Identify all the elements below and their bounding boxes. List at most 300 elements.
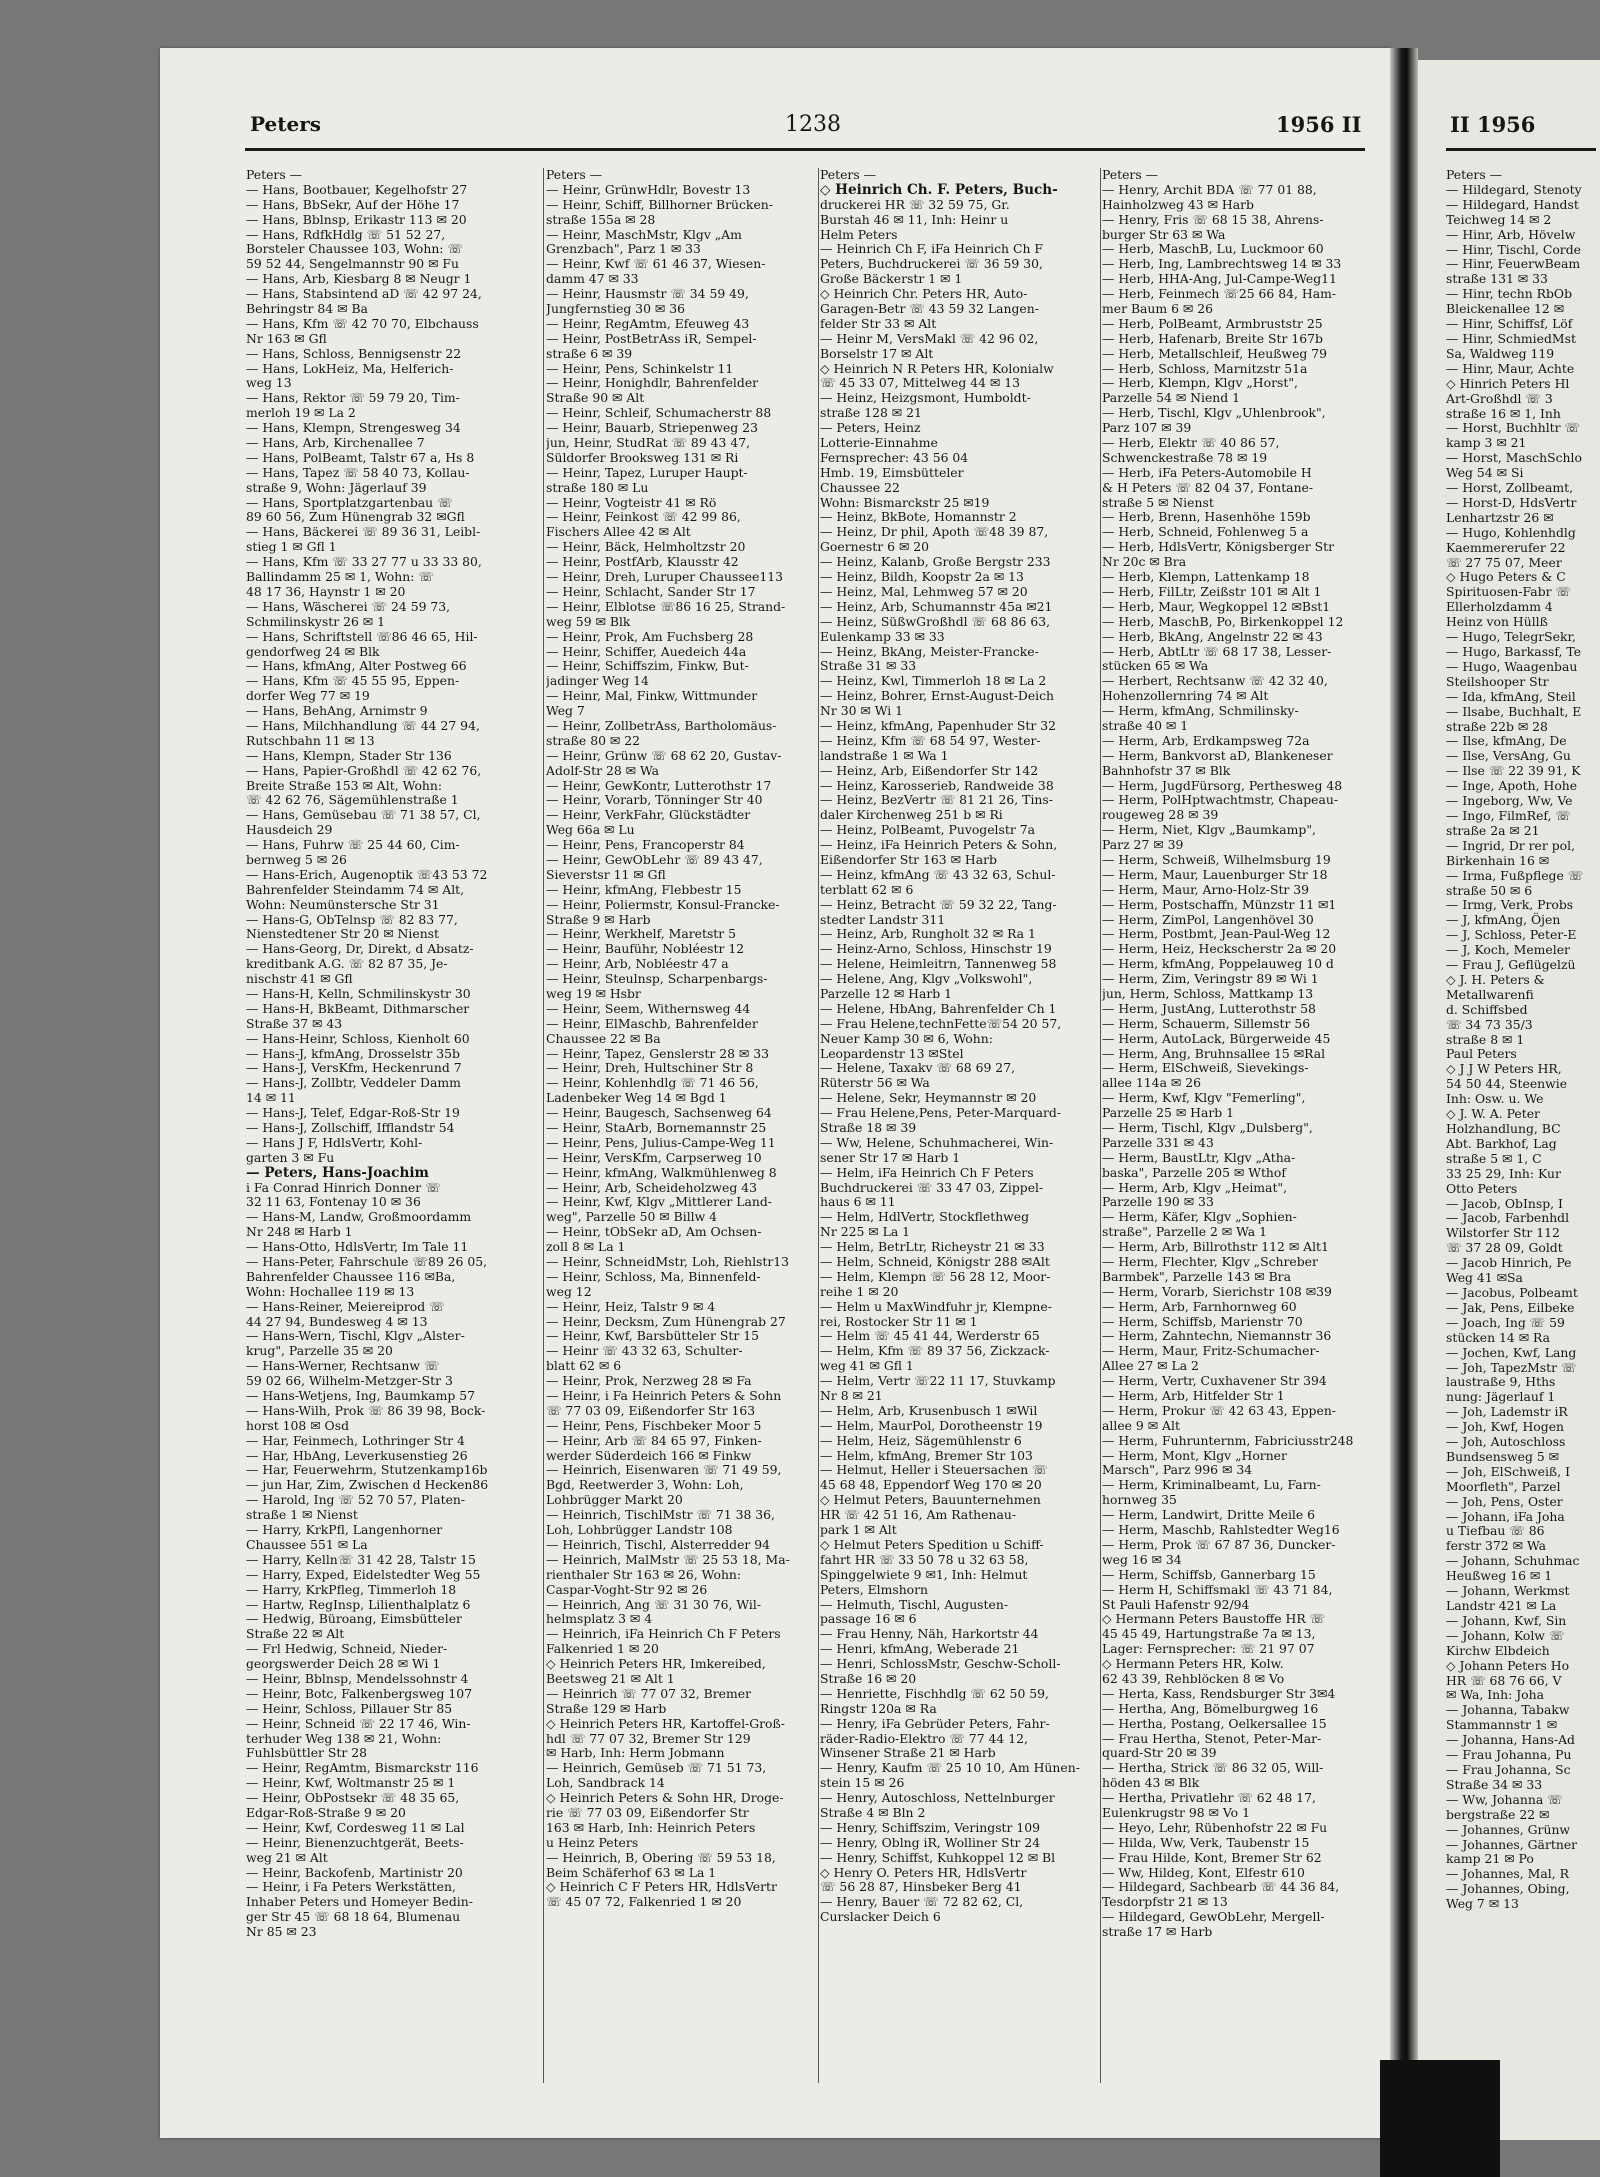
directory-entry-line: — Henri, SchlossMstr, Geschw-Scholl-	[820, 1656, 1061, 1672]
directory-entry-line: — Henry, Oblng iR, Wolliner Str 24	[820, 1834, 1041, 1850]
directory-entry-line: — Herm, Kwf, Klgv "Femerling",	[1102, 1090, 1306, 1106]
directory-entry-line: — Herm, JustAng, Lutterothstr 58	[1102, 1000, 1316, 1016]
directory-entry-line: — Henri, kfmAng, Weberade 21	[820, 1641, 1020, 1657]
directory-entry-line: — Heinr, Kwf, Klgv „Mittlerer Land-	[546, 1194, 772, 1210]
directory-entry-line: — Herm, AutoLack, Bürgerweide 45	[1102, 1030, 1331, 1046]
directory-entry-line: — Heinr, Vorarb, Tönninger Str 40	[546, 792, 763, 808]
directory-entry-line: Straße 31 ✉ 33	[820, 658, 917, 674]
directory-entry-line: — Herm, Maur, Lauenburger Str 18	[1102, 866, 1328, 882]
directory-entry-line: — Heinz, Karosserieb, Randweide 38	[820, 777, 1054, 793]
directory-entry-line: — Heinz, Bohrer, Ernst-August-Deich	[820, 688, 1055, 704]
directory-entry-line: — Herbert, Rechtsanw ☏ 42 32 40,	[1102, 673, 1328, 689]
directory-entry-line: — Heinr, Tapez, Luruper Haupt-	[546, 464, 748, 480]
directory-entry-line: — Herb, Metallschleif, Heußweg 79	[1102, 345, 1328, 361]
directory-entry-line: stieg 1 ✉ Gfl 1	[246, 539, 337, 555]
directory-entry-line: ☏ 42 62 76, Sägemühlenstraße 1	[246, 792, 459, 808]
directory-entry-line: zoll 8 ✉ La 1	[546, 1239, 626, 1255]
directory-entry-line: Wilstorfer Str 112	[1446, 1225, 1560, 1241]
directory-entry-line: — Herm, Arb, Billrothstr 112 ✉ Alt1	[1102, 1239, 1329, 1255]
directory-entry-line: — Herm, Postbmt, Jean-Paul-Weg 12	[1102, 926, 1331, 942]
directory-entry-line: ✉ Wa, Inh: Joha	[1446, 1687, 1545, 1703]
directory-entry-line: — Helmuth, Tischl, Augusten-	[820, 1596, 1009, 1612]
directory-entry-line: — Heinr, Grünw ☏ 68 62 20, Gustav-	[546, 747, 782, 763]
directory-entry-line: — Ingo, FilmRef, ☏	[1446, 807, 1571, 823]
directory-entry-line: Chaussee 551 ✉ La	[246, 1536, 368, 1552]
directory-entry-line: — Heinr, Pens, Francoperstr 84	[546, 837, 745, 853]
directory-entry-line: sener Str 17 ✉ Harb 1	[820, 1149, 961, 1165]
directory-entry-line: — Frau Helene,Pens, Peter-Marquard-	[820, 1105, 1062, 1121]
directory-entry-line: — Heinr, Schneid ☏ 22 17 46, Win-	[246, 1715, 471, 1731]
directory-entry-line: — Heinz, Kfm ☏ 68 54 97, Wester-	[820, 732, 1041, 748]
directory-entry-line: ◇ Hermann Peters Baustoffe HR ☏	[1102, 1611, 1326, 1627]
directory-entry-line: — Hinr, techn RbOb	[1446, 286, 1573, 302]
directory-entry-line: — Heinz, Arb, Schumannstr 45a ✉21	[820, 598, 1053, 614]
directory-entry-line: Chaussee 22 ✉ Ba	[546, 1030, 661, 1046]
directory-entry-line: — Heinr, PostfArb, Klausstr 42	[546, 554, 739, 570]
directory-entry-line: — Heinr, GewKontr, Lutterothstr 17	[546, 777, 772, 793]
directory-entry-line: — Henry, Fris ☏ 68 15 38, Ahrens-	[1102, 211, 1324, 227]
directory-entry-line: — Hans, Wäscherei ☏ 24 59 73,	[246, 598, 451, 614]
directory-entry-line: — Henry, iFa Gebrüder Peters, Fahr-	[820, 1715, 1050, 1731]
directory-entry-line: mer Baum 6 ✉ 26	[1102, 301, 1214, 317]
directory-entry-line: — Helm, Kfm ☏ 89 37 56, Zickzack-	[820, 1343, 1050, 1359]
directory-entry-line: ger Str 45 ☏ 68 18 64, Blumenau	[246, 1909, 461, 1925]
directory-entry-line: — Herm, Kriminalbeamt, Lu, Farn-	[1102, 1477, 1321, 1493]
directory-entry-line: Eulenkrugstr 98 ✉ Vo 1	[1102, 1804, 1250, 1820]
directory-entry-line: rougeweg 28 ✉ 39	[1102, 807, 1219, 823]
directory-entry-line: georgswerder Deich 28 ✉ Wi 1	[246, 1656, 441, 1672]
directory-entry-line: Steilshooper Str	[1446, 673, 1549, 689]
directory-entry-line: straße 17 ✉ Harb	[1102, 1924, 1213, 1940]
directory-entry-line: — Herm, Vorarb, Sierichstr 108 ✉39	[1102, 1283, 1332, 1299]
directory-entry-line: — Helm, kfmAng, Bremer Str 103	[820, 1447, 1033, 1463]
directory-entry-line: — Frau Hilde, Kont, Bremer Str 62	[1102, 1849, 1322, 1865]
directory-entry-line: — Hugo, TelegrSekr,	[1446, 629, 1576, 645]
directory-entry-line: u Heinz Peters	[546, 1834, 639, 1850]
directory-entry-line: — Herm, PolHptwachtmstr, Chapeau-	[1102, 792, 1339, 808]
directory-entry-line: Nr 248 ✉ Harb 1	[246, 1224, 353, 1240]
directory-entry-line: — Heinr, Elblotse ☏86 16 25, Strand-	[546, 598, 786, 614]
directory-entry-line: straße 50 ✉ 6	[1446, 882, 1533, 898]
directory-entry-line: Hmb. 19, Eimsbütteler	[820, 464, 964, 480]
directory-entry-line: — Heinr, Baugesch, Sachsenweg 64	[546, 1105, 772, 1121]
directory-entry-line: Parzelle 25 ✉ Harb 1	[1102, 1105, 1235, 1121]
directory-entry-line: — Heinr, Prok, Nerzweg 28 ✉ Fa	[546, 1373, 752, 1389]
directory-entry-line: — Henriette, Fischhdlg ☏ 62 50 59,	[820, 1685, 1049, 1701]
directory-entry-line: — Herb, MaschB, Lu, Luckmoor 60	[1102, 241, 1324, 257]
directory-entry-line: — Joh, Kwf, Hogen	[1446, 1419, 1565, 1435]
directory-entry-line: — Heinr, SchneidMstr, Loh, Riehlstr13	[546, 1254, 790, 1270]
directory-entry-line: allee 114a ✉ 26	[1102, 1075, 1201, 1091]
directory-entry-line: — Hans, BbSekr, Auf der Höhe 17	[246, 196, 460, 212]
directory-entry-line: — Horst-D, HdsVertr	[1446, 494, 1577, 510]
directory-entry-line: Straße 129 ✉ Harb	[546, 1700, 667, 1716]
directory-entry-line: — Heinz, SüßwGroßhdl ☏ 68 86 63,	[820, 613, 1051, 629]
directory-entry-line: straße 128 ✉ 21	[820, 405, 922, 421]
directory-entry-line: straße 5 ✉ Nienst	[1102, 494, 1214, 510]
directory-entry-line: — Joh, ElSchweiß, I	[1446, 1463, 1570, 1479]
directory-entry-line: landstraße 1 ✉ Wa 1	[820, 747, 949, 763]
directory-entry-line: damm 47 ✉ 33	[546, 271, 639, 287]
directory-entry-line: Abt. Barkhof, Lag	[1446, 1135, 1557, 1151]
directory-entry-line: — Hertha, Strick ☏ 86 32 05, Will-	[1102, 1760, 1324, 1776]
directory-entry-line: — Heinr M, VersMakl ☏ 42 96 02,	[820, 330, 1039, 346]
directory-entry-line: — Heinr, Tapez, Genslerstr 28 ✉ 33	[546, 1045, 769, 1061]
directory-entry-line: — Hans-J, kfmAng, Drosselstr 35b	[246, 1045, 460, 1061]
directory-entry-line: — Heinrich, TischlMstr ☏ 71 38 36,	[546, 1507, 775, 1523]
directory-entry-line: — Johanna, Hans-Ad	[1446, 1732, 1575, 1748]
directory-entry-line: HR ☏ 68 76 66, V	[1446, 1672, 1562, 1688]
directory-entry-line: — Horst, MaschSchlo	[1446, 450, 1582, 466]
directory-entry-line: — Hans, RdfkHdlg ☏ 51 52 27,	[246, 226, 446, 242]
directory-entry-line: — Heinr, Dreh, Hultschiner Str 8	[546, 1060, 754, 1076]
directory-entry-line: Eulenkamp 33 ✉ 33	[820, 628, 945, 644]
directory-entry-line: — Herm, Prokur ☏ 42 63 43, Eppen-	[1102, 1402, 1336, 1418]
directory-entry-line: straße 2a ✉ 21	[1446, 822, 1540, 838]
directory-entry-line: ◇ J J W Peters HR,	[1446, 1061, 1562, 1077]
directory-entry-line: — Har, HbAng, Leverkusenstieg 26	[246, 1447, 468, 1463]
directory-entry-line: — Helene, HbAng, Bahrenfelder Ch 1	[820, 1000, 1057, 1016]
directory-entry-line: — Hans-H, Kelln, Schmilinskystr 30	[246, 985, 471, 1001]
directory-entry-line: — Herb, Hafenarb, Breite Str 167b	[1102, 330, 1323, 346]
directory-entry-line: Nienstedtener Str 20 ✉ Nienst	[246, 926, 440, 942]
directory-entry-line: — Frau Hertha, Stenot, Peter-Mar-	[1102, 1730, 1322, 1746]
directory-entry-line: — Herm, Postschaffn, Münzstr 11 ✉1	[1102, 896, 1337, 912]
directory-entry-line: — Herm, kfmAng, Poppelauweg 10 d	[1102, 956, 1334, 972]
directory-entry-line: — Har, Feuerwehrm, Stutzenkamp16b	[246, 1462, 488, 1478]
directory-entry-line: — Herm, Heiz, Heckscherstr 2a ✉ 20	[1102, 941, 1337, 957]
directory-entry-line: Chaussee 22	[820, 479, 900, 495]
directory-entry-line: — Hans J F, HdlsVertr, Kohl-	[246, 1134, 423, 1150]
directory-entry-line: — Frau Helene,technFette☏54 20 57,	[820, 1015, 1062, 1031]
directory-entry-line: Winsener Straße 21 ✉ Harb	[820, 1745, 996, 1761]
directory-entry-line: ◇ Hinrich Peters Hl	[1446, 375, 1570, 391]
directory-entry-line: — Herb, Klempn, Klgv „Horst",	[1102, 375, 1298, 391]
directory-entry-line: — Hans, PolBeamt, Talstr 67 a, Hs 8	[246, 449, 475, 465]
directory-entry-line: & H Peters ☏ 82 04 37, Fontane-	[1102, 479, 1314, 495]
directory-entry-line: — Johann, iFa Joha	[1446, 1508, 1565, 1524]
directory-entry-line: — Herm, Mont, Klgv „Horner	[1102, 1447, 1287, 1463]
directory-entry-line: — Helene, Heimleitrn, Tannenweg 58	[820, 956, 1057, 972]
directory-entry-line: — Henry, Bauer ☏ 72 82 62, Cl,	[820, 1894, 1024, 1910]
directory-entry-line: — Irma, Fußpflege ☏	[1446, 867, 1584, 883]
directory-entry-line: — Helm, MaurPol, Dorotheenstr 19	[820, 1417, 1043, 1433]
directory-entry-line: — Hugo, Waagenbau	[1446, 658, 1578, 674]
directory-entry-line: 48 17 36, Haynstr 1 ✉ 20	[246, 583, 406, 599]
directory-entry-line: — Helm, Vertr ☏22 11 17, Stuvkamp	[820, 1373, 1056, 1389]
directory-entry-line: terblatt 62 ✉ 6	[820, 881, 914, 897]
directory-entry-line: — Heinr, Mal, Finkw, Wittmunder	[546, 688, 758, 704]
directory-entry-line: — Herm, Arb, Erdkampsweg 72a	[1102, 732, 1310, 748]
directory-entry-line: — Heinr, Bauarb, Striepenweg 23	[546, 420, 758, 436]
directory-entry-line: straße 40 ✉ 1	[1102, 717, 1189, 733]
directory-entry-line: — Hans, Stabsintend aD ☏ 42 97 24,	[246, 286, 482, 302]
directory-entry-line: Helm Peters	[820, 226, 898, 242]
directory-entry-line: — Johannes, Mal, R	[1446, 1866, 1569, 1882]
directory-entry-line: — Hertha, Postang, Oelkersallee 15	[1102, 1715, 1327, 1731]
directory-entry-line: — Joh, TapezMstr ☏	[1446, 1359, 1577, 1375]
directory-entry-line: 163 ✉ Harb, Inh: Heinrich Peters	[546, 1819, 756, 1835]
directory-entry-line: — Heinr, Heiz, Talstr 9 ✉ 4	[546, 1298, 716, 1314]
directory-entry-line: — Heinz, BezVertr ☏ 81 21 26, Tins-	[820, 792, 1053, 808]
directory-entry-line: — Herm, Schweiß, Wilhelmsburg 19	[1102, 851, 1331, 867]
directory-entry-line: stein 15 ✉ 26	[820, 1775, 905, 1791]
directory-column-3	[820, 168, 1112, 1925]
directory-entry-line: 54 50 44, Steenwie	[1446, 1076, 1568, 1092]
directory-entry-line: — Herm, Bankvorst aD, Blankeneser	[1102, 747, 1333, 763]
directory-entry-line: — Johann, Schuhmac	[1446, 1553, 1580, 1569]
directory-entry-line: — Hans-Reiner, Meiereiprod ☏	[246, 1298, 445, 1314]
directory-entry-line: — Frau Johanna, Pu	[1446, 1747, 1572, 1763]
directory-entry-line: — Har, Feinmech, Lothringer Str 4	[246, 1432, 465, 1448]
directory-entry-line: — Heinz, BkBote, Homannstr 2	[820, 509, 1017, 525]
directory-entry-line: — Heinr, Schiffer, Auedeich 44a	[546, 643, 747, 659]
directory-entry-line: — Johannes, Obing,	[1446, 1881, 1570, 1897]
directory-entry-line: ◇ Heinrich Peters HR, Kartoffel-Groß-	[546, 1715, 785, 1731]
directory-entry-line: — Heinr, Schloss, Ma, Binnenfeld-	[546, 1268, 761, 1284]
directory-entry-line: — Heinrich ☏ 77 07 32, Bremer	[546, 1685, 752, 1701]
directory-entry-line: ☏ 37 28 09, Goldt	[1446, 1240, 1563, 1256]
directory-entry-line: ◇ Johann Peters Ho	[1446, 1657, 1570, 1673]
directory-entry-line: Weg 7 ✉ 13	[1446, 1896, 1519, 1912]
directory-entry-line: Kaemmererufer 22	[1446, 539, 1566, 555]
directory-entry-line: — Herb, BkAng, Angelnstr 22 ✉ 43	[1102, 628, 1323, 644]
directory-entry-line: — Harry, KrkPfleg, Timmerloh 18	[246, 1581, 457, 1597]
directory-entry-line: Behringstr 84 ✉ Ba	[246, 301, 368, 317]
directory-entry-line: höden 43 ✉ Blk	[1102, 1775, 1200, 1791]
directory-entry-line: helmsplatz 3 ✉ 4	[546, 1611, 653, 1627]
directory-entry-line: Moorfleth", Parzel	[1446, 1478, 1561, 1494]
directory-entry-line: — Heinr ☏ 43 32 63, Schulter-	[546, 1343, 743, 1359]
directory-entry-line: d. Schiffsbed	[1446, 1001, 1528, 1017]
directory-entry-line: — Heinr, ZollbetrAss, Bartholomäus-	[546, 717, 777, 733]
directory-entry-line: Parzelle 331 ✉ 43	[1102, 1134, 1214, 1150]
directory-entry-line: — Jochen, Kwf, Lang	[1446, 1344, 1577, 1360]
directory-entry-line: Straße 9 ✉ Harb	[546, 911, 651, 927]
directory-entry-line: — Heinr, Kwf, Cordesweg 11 ✉ Lal	[246, 1819, 465, 1835]
directory-entry-line: Nr 163 ✉ Gfl	[246, 330, 327, 346]
directory-entry-line: — Inge, Apoth, Hohe	[1446, 778, 1578, 794]
directory-entry-line: jun, Herm, Schloss, Mattkamp 13	[1102, 985, 1314, 1001]
directory-entry-line: Lager: Fernsprecher: ☏ 21 97 07	[1102, 1641, 1315, 1657]
directory-entry-line: — Hans, Bootbauer, Kegelhofstr 27	[246, 181, 468, 197]
directory-entry-line: — Herm, Käfer, Klgv „Sophien-	[1102, 1209, 1297, 1225]
directory-entry-line: — Heinr, ElMaschb, Bahrenfelder	[546, 1015, 758, 1031]
directory-entry-line: — Heinrich, B, Obering ☏ 59 53 18,	[546, 1849, 776, 1865]
directory-entry-line: straße 180 ✉ Lu	[546, 479, 649, 495]
directory-entry-line: Parz 107 ✉ 39	[1102, 420, 1192, 436]
directory-entry-line: — J, Koch, Memeler	[1446, 942, 1570, 958]
directory-entry-line: Fuhlsbüttler Str 28	[246, 1745, 368, 1761]
directory-entry-line: Weg 41 ✉Sa	[1446, 1270, 1523, 1286]
directory-entry-line: weg 13	[246, 375, 292, 391]
directory-entry-line: Süldorfer Brooksweg 131 ✉ Ri	[546, 449, 739, 465]
directory-entry-line: Inh: Osw. u. We	[1446, 1091, 1544, 1107]
directory-entry-line: Marsch", Parz 996 ✉ 34	[1102, 1462, 1253, 1478]
directory-entry-line: Stammannstr 1 ✉	[1446, 1717, 1558, 1733]
directory-entry-line: — Heinr, Schiffszim, Finkw, But-	[546, 658, 749, 674]
directory-entry-line: passage 16 ✉ 6	[820, 1611, 917, 1627]
directory-entry-line: — Heinz, Arb, Eißendorfer Str 142	[820, 762, 1039, 778]
directory-entry-line: — Heinz, kfmAng ☏ 43 32 63, Schul-	[820, 866, 1056, 882]
directory-entry-line: Teichweg 14 ✉ 2	[1446, 211, 1552, 227]
directory-entry-line: — Helm, Heiz, Sägemühlenstr 6	[820, 1432, 1022, 1448]
directory-entry-line: — Herb, Feinmech ☏25 66 84, Ham-	[1102, 286, 1337, 302]
directory-entry-line: — Joh, Lademstr iR	[1446, 1404, 1568, 1420]
directory-entry-line: St Pauli Hafenstr 92/94	[1102, 1596, 1250, 1612]
directory-entry-line: Neuer Kamp 30 ✉ 6, Wohn:	[820, 1030, 993, 1046]
directory-entry-line: — Herm, Schauerm, Sillemstr 56	[1102, 1015, 1311, 1031]
directory-entry-line: ◇ Heinrich C F Peters HR, HdlsVertr	[546, 1879, 777, 1895]
directory-entry-line: Jungfernstieg 30 ✉ 36	[546, 301, 685, 317]
directory-entry-line: — Henry, Autoschloss, Nettelnburger	[820, 1790, 1055, 1806]
scan-edge-shadow	[1380, 2060, 1500, 2177]
directory-entry-line: — Heinr, Bauführ, Nobléestr 12	[546, 941, 745, 957]
directory-entry-line: straße 8 ✉ 1	[1446, 1031, 1525, 1047]
directory-entry-line: Caspar-Voght-Str 92 ✉ 26	[546, 1581, 708, 1597]
directory-entry-line: — Heinr, MaschMstr, Klgv „Am	[546, 226, 742, 242]
directory-entry-line: — Heinrich, Eisenwaren ☏ 71 49 59,	[546, 1462, 782, 1478]
directory-entry-line: Beim Schäferhof 63 ✉ La 1	[546, 1864, 717, 1880]
directory-entry-line: — Hans-Heinr, Schloss, Kienholt 60	[246, 1030, 470, 1046]
directory-entry-line: — Hugo, Barkassf, Te	[1446, 644, 1582, 659]
directory-entry-line: — Herb, FilLtr, Zeißstr 101 ✉ Alt 1	[1102, 583, 1322, 599]
directory-entry-line: — Heinr, PostBetrAss iR, Sempel-	[546, 330, 757, 346]
directory-entry-line: — Herm, Maur, Fritz-Schumacher-	[1102, 1343, 1320, 1359]
directory-entry-line: — Herb, Ing, Lambrechtsweg 14 ✉ 33	[1102, 256, 1342, 272]
directory-entry-line: — Hans, LokHeiz, Ma, Helferich-	[246, 360, 454, 376]
directory-entry-line: — Henry, Schiffszim, Veringstr 109	[820, 1819, 1041, 1835]
directory-entry-line: — Herta, Kass, Rendsburger Str 3✉4	[1102, 1685, 1336, 1701]
directory-entry-line: — Heinz, Betracht ☏ 59 32 22, Tang-	[820, 896, 1057, 912]
directory-entry-line: Hainholzweg 43 ✉ Harb	[1102, 196, 1254, 212]
directory-entry-line: — Hans, Klempn, Stader Str 136	[246, 747, 452, 763]
directory-entry-line: weg 41 ✉ Gfl 1	[820, 1358, 914, 1374]
directory-entry-line: kamp 21 ✉ Po	[1446, 1851, 1534, 1867]
directory-entry-line: — Hertha, Privatlehr ☏ 62 48 17,	[1102, 1790, 1316, 1806]
directory-entry-line: — Helm, BetrLtr, Richeystr 21 ✉ 33	[820, 1239, 1045, 1255]
directory-entry-line: Straße 22 ✉ Alt	[246, 1626, 345, 1642]
directory-entry-line: — Heinrich, MalMstr ☏ 25 53 18, Ma-	[546, 1551, 790, 1567]
directory-entry-line: — Heinr, Poliermstr, Konsul-Francke-	[546, 896, 780, 912]
directory-entry-line: — Heinr, Arb, Scheideholzweg 43	[546, 1179, 758, 1195]
directory-entry-line: Grenzbach", Parz 1 ✉ 33	[546, 241, 701, 257]
directory-entry-line: Beetsweg 21 ✉ Alt 1	[546, 1670, 675, 1686]
directory-entry-line: jadinger Weg 14	[546, 673, 649, 689]
directory-entry-line: — Hans, Rektor ☏ 59 79 20, Tim-	[246, 390, 460, 406]
directory-entry-line: Straße 16 ✉ 20	[820, 1670, 917, 1686]
directory-entry-line: — Hans, Arb, Kirchenallee 7	[246, 435, 425, 451]
directory-entry-line: — Hertha, Ang, Bömelburgweg 16	[1102, 1700, 1319, 1716]
directory-entry-line: — Herm, BaustLtr, Klgv „Atha-	[1102, 1149, 1296, 1165]
year-volume: 1956 II	[1276, 112, 1362, 137]
directory-entry-line: — Heinr, i Fa Peters Werkstätten,	[246, 1879, 456, 1895]
directory-entry-line: — Herb, HdlsVertr, Königsberger Str	[1102, 539, 1335, 555]
directory-entry-line: ◇ Heinrich Peters HR, Imkereibed,	[546, 1656, 766, 1672]
directory-entry-line: Paul Peters	[1446, 1046, 1517, 1062]
directory-entry-line: — Hildegard, Sachbearb ☏ 44 36 84,	[1102, 1879, 1340, 1895]
directory-entry-line: — Joh, Pens, Oster	[1446, 1493, 1563, 1509]
directory-entry-line: — Hildegard, Stenoty	[1446, 181, 1582, 197]
directory-entry-line: — Hans-M, Landw, Großmoordamm	[246, 1209, 472, 1225]
directory-entry-line: — Herm, Prok ☏ 67 87 36, Duncker-	[1102, 1536, 1336, 1552]
directory-entry-line: Weg 66a ✉ Lu	[546, 822, 635, 838]
directory-entry-line: Straße 34 ✉ 33	[1446, 1776, 1543, 1792]
directory-entry-line: — Herb, Schneid, Fohlenweg 5 a	[1102, 524, 1309, 540]
directory-entry-line: — Heinz, Dr phil, Apoth ☏48 39 87,	[820, 524, 1049, 540]
directory-entry-line: — Hans, Tapez ☏ 58 40 73, Kollau-	[246, 464, 470, 480]
directory-entry-line: — Hans, Sportplatzgartenbau ☏	[246, 494, 453, 510]
directory-entry-line: Ellerholzdamm 4	[1446, 599, 1553, 615]
directory-entry-line: 32 11 63, Fontenay 10 ✉ 36	[246, 1194, 421, 1210]
directory-column-1	[246, 168, 538, 1940]
directory-entry-line: — Hans, BehAng, Arnimstr 9	[246, 703, 428, 719]
directory-entry-line: — Frau J, Geflügelzü	[1446, 957, 1576, 973]
directory-entry-line: — Heinz, iFa Heinrich Peters & Sohn,	[820, 837, 1058, 853]
directory-entry-line: daler Kirchenweg 251 b ✉ Ri	[820, 807, 1003, 823]
directory-entry-line: ☏ 56 28 87, Hinsbeker Berg 41	[820, 1879, 1022, 1895]
directory-entry-line: Loh, Sandbrack 14	[546, 1775, 665, 1791]
directory-entry-line: — Heinr, GrünwHdlr, Bovestr 13	[546, 181, 751, 197]
column-divider	[1100, 168, 1101, 2083]
header-rule	[245, 148, 1365, 151]
directory-entry-line: — Peters, Heinz	[820, 420, 921, 436]
directory-entry-line: — Hans, Kfm ☏ 33 27 77 u 33 33 80,	[246, 554, 482, 570]
directory-entry-line: — Harry, Exped, Eidelstedter Weg 55	[246, 1566, 481, 1582]
directory-entry-line: — Heinr, StaArb, Bornemannstr 25	[546, 1120, 767, 1135]
directory-entry-line: Fernsprecher: 43 56 04	[820, 449, 969, 465]
directory-entry-line: weg 19 ✉ Hsbr	[546, 985, 641, 1001]
directory-entry-line: Bahrenfelder Steindamm 74 ✉ Alt,	[246, 881, 465, 897]
directory-entry-line: Inhaber Peters und Homeyer Bedin-	[246, 1894, 473, 1910]
directory-entry-line: Parzelle 190 ✉ 33	[1102, 1194, 1214, 1210]
directory-entry-line: Ladenbeker Weg 14 ✉ Bgd 1	[546, 1090, 727, 1106]
directory-entry-line: garten 3 ✉ Fu	[246, 1149, 335, 1165]
directory-entry-line: — Helm, Arb, Krusenbusch 1 ✉Wil	[820, 1402, 1038, 1418]
directory-entry-line: Edgar-Roß-Straße 9 ✉ 20	[246, 1804, 406, 1820]
directory-entry-line: ◇ Helmut Peters Spedition u Schiff-	[820, 1536, 1044, 1552]
directory-entry-line: — Hans-G, ObTelnsp ☏ 82 83 77,	[246, 911, 458, 927]
directory-entry-line: Breite Straße 153 ✉ Alt, Wohn:	[246, 777, 443, 793]
directory-entry-line: — Jacob, Farbenhdl	[1446, 1210, 1570, 1226]
directory-entry-line: — Hinr, Tischl, Corde	[1446, 241, 1581, 257]
directory-entry-line: Heinz von Hüllß	[1446, 614, 1548, 630]
directory-entry-line: jun, Heinr, StudRat ☏ 89 43 47,	[546, 435, 751, 451]
directory-entry-line: Straße 4 ✉ Bln 2	[820, 1804, 926, 1820]
directory-entry-line: ◇ Henry O. Peters HR, HdlsVertr	[820, 1864, 1027, 1880]
directory-entry-line: horst 108 ✉ Osd	[246, 1417, 349, 1433]
directory-entry-line: — Hans, Schriftstell ☏86 46 65, Hil-	[246, 628, 478, 644]
directory-entry-line: Borselstr 17 ✉ Alt	[820, 345, 934, 361]
directory-entry-line: ◇ Heinrich N R Peters HR, Kolonialw	[820, 360, 1054, 376]
directory-entry-line: — Hans, Fuhrw ☏ 25 44 60, Cim-	[246, 837, 460, 853]
directory-entry-line: — Heinrich, iFa Heinrich Ch F Peters	[546, 1626, 781, 1642]
directory-entry-line: — Heinz, Heizgsmont, Humboldt-	[820, 390, 1031, 406]
directory-entry-line: — Helm, Schneid, Königstr 288 ✉Alt	[820, 1254, 1050, 1270]
directory-entry-line: — Heinr, Werkhelf, Maretstr 5	[546, 926, 737, 942]
directory-entry-line: — Herb, MaschB, Po, Birkenkoppel 12	[1102, 613, 1344, 629]
directory-entry-line: ☏ 45 33 07, Mittelweg 44 ✉ 13	[820, 375, 1020, 391]
directory-entry-line: Wohn: Neumünstersche Str 31	[246, 896, 440, 912]
directory-entry-line: — Herm, Zahntechn, Niemannstr 36	[1102, 1328, 1332, 1344]
directory-entry-line: — Heinrich Ch F, iFa Heinrich Ch F	[820, 241, 1043, 257]
directory-entry-line: straße 22b ✉ 28	[1446, 718, 1548, 734]
directory-entry-line: quard-Str 20 ✉ 39	[1102, 1745, 1217, 1761]
directory-entry-line: — Heinr, VersKfm, Carpserweg 10	[546, 1149, 762, 1165]
directory-entry-line: — Heinrich, Ang ☏ 31 30 76, Wil-	[546, 1596, 762, 1612]
directory-entry-line: — Herm, Arb, Hitfelder Str 1	[1102, 1388, 1285, 1404]
directory-entry-line: — Herm, ZimPol, Langenhövel 30	[1102, 911, 1314, 927]
